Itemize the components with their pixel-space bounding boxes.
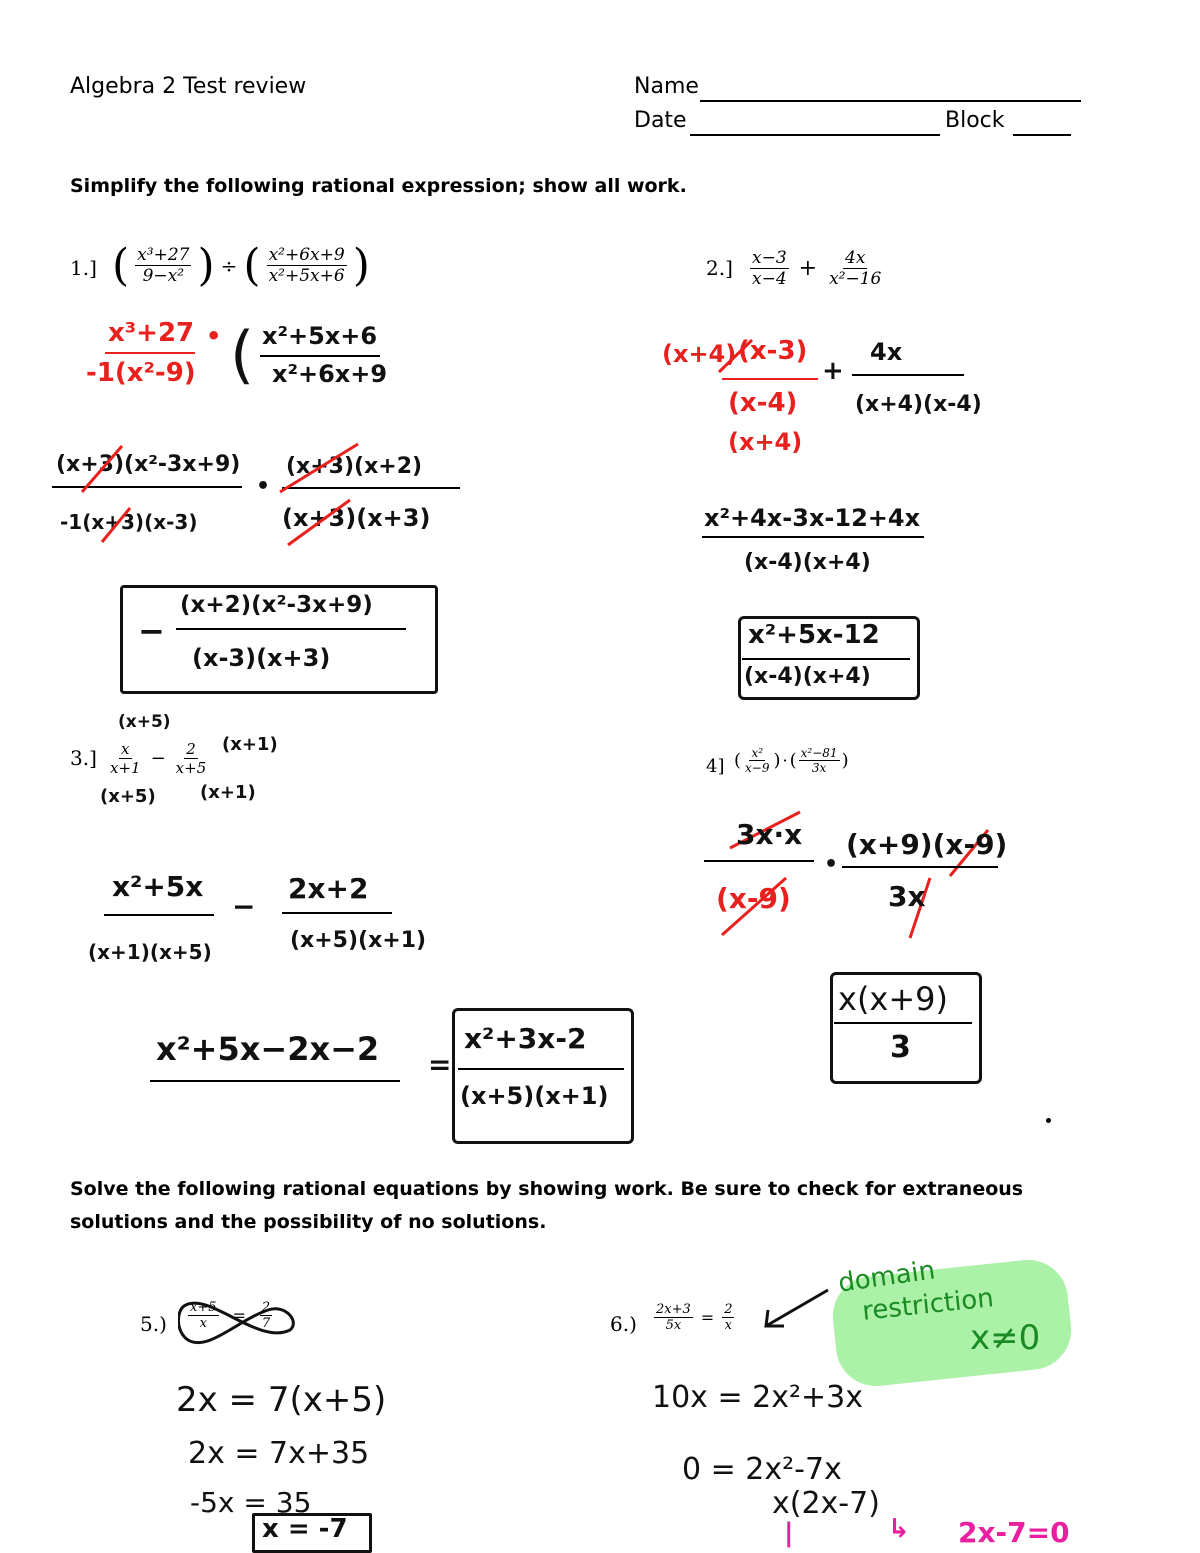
- p3-bot-mult2: (x+1): [200, 782, 256, 803]
- page-title: Algebra 2 Test review: [70, 74, 307, 99]
- p3-answer-bar: [458, 1068, 624, 1070]
- p3-top-mult2: (x+1): [222, 734, 278, 755]
- p6-step2: 0 = 2x²-7x: [682, 1452, 842, 1487]
- p3-work2-bar: [150, 1080, 400, 1082]
- problem2-label: 2.]: [706, 256, 733, 280]
- p4-work1-dot: •: [824, 852, 839, 877]
- p6-step4-left: |: [784, 1518, 794, 1548]
- p1-work1-den: -1(x²-9): [86, 358, 196, 388]
- p4-answer-num: x(x+9): [838, 980, 949, 1018]
- p1-num1: x³+27: [137, 245, 190, 265]
- p3-answer-den: (x+5)(x+1): [460, 1082, 609, 1110]
- p2-work1-den-mult: (x+4): [728, 428, 803, 456]
- p4-work1-den: (x-9): [716, 882, 791, 915]
- p5-cross-multiply-loops: [178, 1296, 298, 1352]
- p5-step2: 2x = 7x+35: [188, 1436, 370, 1471]
- p3-work1-num2: 2x+2: [288, 872, 369, 905]
- p2-work1-bar: [722, 378, 818, 380]
- p6-num2: 2: [724, 1302, 733, 1317]
- p1-answer-num: (x+2)(x²-3x+9): [180, 592, 373, 618]
- p3-bot-mult: (x+5): [100, 786, 156, 807]
- p2-work1-den: (x-4): [728, 388, 798, 418]
- p6-step1: 10x = 2x²+3x: [652, 1380, 863, 1415]
- p1-work1-den2: x²+6x+9: [272, 360, 388, 388]
- p4-answer-bar: [834, 1022, 972, 1024]
- p2-work1-mult: (x+4): [662, 340, 737, 368]
- p2-work1-plus: +: [822, 356, 844, 386]
- p1-work1-num: x³+27: [108, 318, 195, 348]
- p1-work1-paren: (: [230, 318, 255, 391]
- block-label: Block: [945, 108, 1005, 133]
- p5-den1: x: [199, 1316, 207, 1331]
- p3-work1-den: (x+1)(x+5): [88, 940, 212, 964]
- p2-operator: +: [798, 256, 818, 281]
- p2-answer-bar: [742, 658, 910, 660]
- p3-operator: −: [150, 748, 166, 769]
- p1-work2-den: -1(x+3)(x-3): [60, 510, 198, 534]
- p1-operator: ÷: [220, 253, 238, 278]
- p5-eq: =: [232, 1306, 246, 1325]
- p4-work1-num: 3x·x: [736, 818, 803, 851]
- problem4-expression: ( $\frac{\text{x²}}{x-9}$ ) · ( $\frac{\text{x²−81}}{3x}$ ): [734, 746, 849, 775]
- date-label: Date: [634, 108, 687, 133]
- p2-work1-den2: (x+4)(x-4): [855, 392, 982, 417]
- p1-work1-num2: x²+5x+6: [262, 322, 378, 350]
- p5-den2: 7: [261, 1316, 271, 1331]
- p6-note-x-not-zero: x≠0: [970, 1318, 1041, 1358]
- p2-work2-den: (x-4)(x+4): [744, 550, 871, 575]
- stray-dot: [1046, 1118, 1051, 1123]
- p3-den2: x+5: [175, 759, 207, 777]
- p3-work1-den2: (x+5)(x+1): [290, 928, 427, 953]
- p3-work1-bar: [104, 914, 214, 916]
- p3-work2-eq: =: [428, 1048, 452, 1081]
- p4-den2: 3x: [811, 761, 827, 775]
- problem4-label: 4]: [706, 756, 725, 777]
- p2-den2: x²−16: [829, 269, 882, 289]
- p1-answer-bar: [176, 628, 406, 630]
- p4-den1: x−9: [745, 761, 770, 775]
- p4-num1: x²: [751, 746, 764, 760]
- p2-answer-num: x²+5x-12: [748, 620, 880, 650]
- p5-answer: x = -7: [262, 1514, 348, 1544]
- p4-work1-bar: [704, 860, 814, 862]
- p3-answer-num: x²+3x-2: [464, 1022, 587, 1055]
- p6-step4-right: 2x-7=0: [958, 1516, 1070, 1549]
- p4-answer-den: 3: [890, 1030, 911, 1065]
- p3-top-mult: (x+5): [118, 712, 171, 732]
- p4-work1-den2: 3x: [888, 880, 926, 913]
- p2-num2: 4x: [845, 248, 866, 268]
- p1-answer-den: (x-3)(x+3): [192, 644, 331, 672]
- p2-work1-bar2: [852, 374, 964, 376]
- p1-num2: x²+6x+9: [268, 245, 345, 265]
- p6-den2: x: [724, 1318, 732, 1333]
- p6-note-restriction: restriction: [860, 1283, 996, 1327]
- p3-num2: 2: [186, 740, 196, 758]
- p3-work1-bar2: [282, 912, 392, 914]
- p1-work2-num: (x+3)(x²-3x+9): [56, 452, 241, 477]
- p5-num1: x+5: [190, 1300, 217, 1315]
- p6-step4-arrow: ↳: [888, 1514, 910, 1544]
- problem5-label: 5.): [140, 1312, 167, 1336]
- p5-step1: 2x = 7(x+5): [176, 1380, 387, 1420]
- p4-work1-num2: (x+9)(x-9): [846, 828, 1008, 861]
- p3-work1-op: −: [232, 890, 256, 923]
- problem1-expression: ( $\frac{\text{x³+27}}{\text{9−x²}}$ ) ÷ ( $\frac{\text{x²+6x+9}}{\text{x²+5x+6}}$ ): [112, 240, 370, 291]
- section1-instruction: Simplify the following rational expression; show all work.: [70, 175, 687, 197]
- p3-den1: x+1: [110, 759, 141, 777]
- p6-step3: x(2x-7): [772, 1486, 880, 1521]
- p2-num1: x−3: [752, 248, 787, 268]
- p2-work2-bar: [702, 536, 924, 538]
- p1-work1-dot: •: [206, 322, 222, 350]
- p1-den1: 9−x²: [142, 266, 185, 286]
- name-label: Name: [634, 74, 699, 99]
- p4-dot: ·: [782, 751, 788, 770]
- problem6-label: 6.): [610, 1312, 637, 1336]
- problem1-label: 1.]: [70, 256, 97, 280]
- problem3-label: 3.]: [70, 746, 97, 770]
- p6-eq: =: [700, 1308, 715, 1327]
- p3-work1-num: x²+5x: [112, 870, 204, 903]
- p6-den1: 5x: [665, 1318, 682, 1333]
- p4-num2: x²−81: [800, 746, 838, 760]
- p2-answer-den: (x-4)(x+4): [744, 664, 871, 689]
- p2-work1-num: (x-3): [738, 336, 808, 366]
- p1-work2-den2: (x+3)(x+3): [282, 504, 431, 532]
- p2-work1-num2: 4x: [870, 338, 903, 366]
- section2-instruction-line2: solutions and the possibility of no solutions.: [70, 1211, 547, 1233]
- p2-work2-num: x²+4x-3x-12+4x: [704, 504, 921, 532]
- p6-num1: 2x+3: [656, 1302, 691, 1317]
- problem2-expression: [750, 248, 883, 289]
- problem3-expression: [108, 740, 208, 777]
- p1-den2: x²+5x+6: [268, 266, 345, 286]
- p6-note-domain: domain: [836, 1255, 937, 1299]
- p1-answer-sign: −: [138, 612, 165, 650]
- p3-work2-num: x²+5x−2x−2: [156, 1030, 380, 1068]
- section2-instruction-line1: Solve the following rational equations by showing work. Be sure to check for extraneous: [70, 1178, 1024, 1200]
- p1-work2-dot: •: [256, 474, 271, 499]
- p4-work1-bar2: [842, 866, 998, 868]
- p5-step3: -5x = 35: [190, 1486, 312, 1519]
- p5-num2: 2: [261, 1300, 271, 1315]
- p2-den1: x−4: [752, 269, 787, 289]
- p3-num1: x: [121, 740, 130, 758]
- p1-work2-num2: (x+3)(x+2): [286, 454, 423, 479]
- problem6-expression: [654, 1302, 734, 1333]
- p6-arrow: [760, 1282, 832, 1334]
